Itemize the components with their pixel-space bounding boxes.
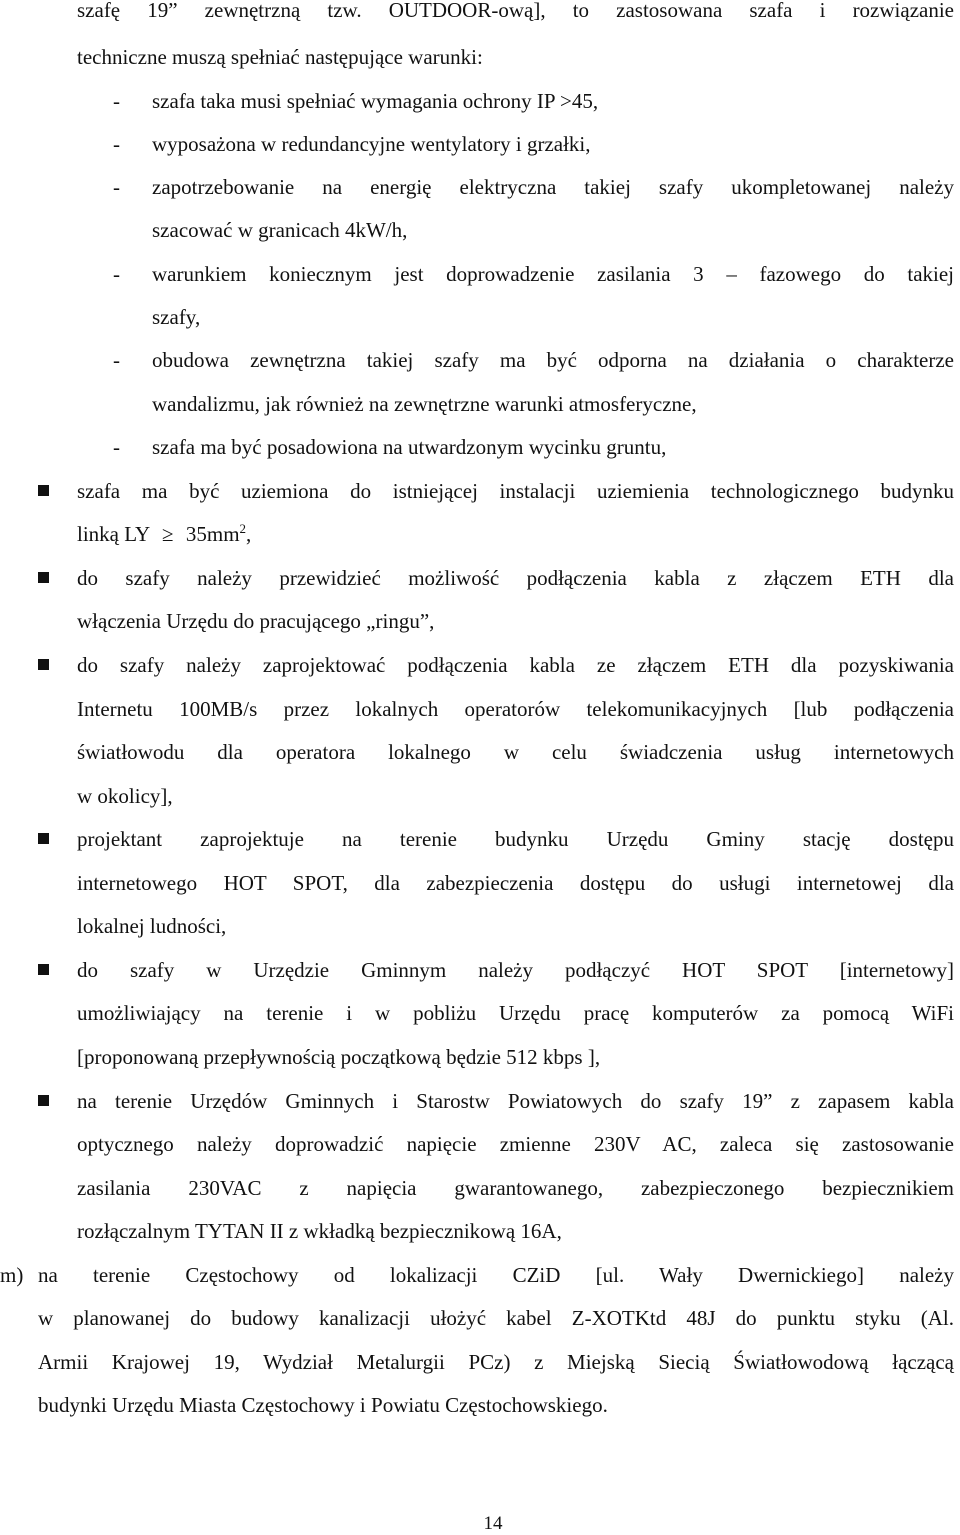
- dash-marker: -: [113, 175, 120, 199]
- item-m-text: w planowanej do budowy kanalizacji ułożyć kabel Z-XOTKtd 48J do punktu styku (Al.: [38, 1306, 954, 1330]
- cross-section-value: 35mm: [185, 522, 240, 546]
- bullet-item-text: zasilania 230VAC z napięcia gwarantowanego, zabezpieczonego bezpiecznikiem: [77, 1176, 954, 1200]
- bullet-item-text: rozłączalnym TYTAN II z wkładką bezpiecznikową 16A,: [77, 1219, 562, 1243]
- item-m-text: budynki Urzędu Miasta Częstochowy i Powiatu Częstochowskiego.: [38, 1393, 608, 1417]
- bullet-icon: [38, 964, 49, 975]
- bullet-item-text: [proponowaną przepływnością początkową będzie 512 kbps ],: [77, 1045, 601, 1069]
- dash-marker: -: [113, 435, 120, 459]
- bullet-item-text: lokalnej ludności,: [77, 914, 227, 938]
- dash-item-text: obudowa zewnętrzna takiej szafy ma być odporna na działania o charakterze: [152, 348, 954, 372]
- dash-marker: -: [113, 89, 120, 113]
- bullet-item-text: umożliwiający na terenie i w pobliżu Urzędu pracę komputerów za pomocą WiFi: [77, 1001, 954, 1025]
- dash-item-text: szacować w granicach 4kW/h,: [152, 218, 408, 242]
- bullet-item-text: optycznego należy doprowadzić napięcie zmienne 230V AC, zaleca się zastosowanie: [77, 1132, 954, 1156]
- bullet-item-text: w okolicy],: [77, 784, 173, 808]
- bullet-icon: [38, 485, 49, 496]
- item-m-text: na terenie Częstochowy od lokalizacji CZiD [ul. Wały Dwernickiego] należy: [38, 1263, 954, 1287]
- bullet-item-text: światłowodu dla operatora lokalnego w celu świadczenia usług internetowych: [77, 740, 954, 764]
- dash-item-text: warunkiem koniecznym jest doprowadzenie zasilania 3 – fazowego do takiej: [152, 262, 954, 286]
- trailing-comma: ,: [246, 522, 252, 546]
- bullet-item-text: do szafy w Urzędzie Gminnym należy podłączyć HOT SPOT [internetowy]: [77, 958, 954, 982]
- bullet-item-text: Internetu 100MB/s przez lokalnych operatorów telekomunikacyjnych [lub podłączenia: [77, 697, 954, 721]
- intro-line: techniczne muszą spełniać następujące warunki:: [77, 45, 483, 69]
- dash-item-text: zapotrzebowanie na energię elektryczna takiej szafy ukompletowanej należy: [152, 175, 954, 199]
- bullet-item-text: internetowego HOT SPOT, dla zabezpieczenia dostępu do usługi internetowej dla: [77, 871, 954, 895]
- bullet-icon: [38, 659, 49, 670]
- bullet-icon: [38, 572, 49, 583]
- bullet-item-text: projektant zaprojektuje na terenie budynku Urzędu Gminy stację dostępu: [77, 827, 954, 851]
- dash-marker: -: [113, 348, 120, 372]
- bullet-item-text: do szafy należy zaprojektować podłączenia kabla ze złączem ETH dla pozyskiwania: [77, 653, 954, 677]
- bullet-item-text: do szafy należy przewidzieć możliwość podłączenia kabla z złączem ETH dla: [77, 566, 954, 590]
- dash-item-text: szafa ma być posadowiona na utwardzonym wycinku gruntu,: [152, 435, 667, 459]
- bullet-item-text: włączenia Urzędu do pracującego „ringu”,: [77, 609, 435, 633]
- bullet-item-text: szafa ma być uziemiona do istniejącej instalacji uziemienia technologicznego budynku: [77, 479, 954, 503]
- dash-item-text: wandalizmu, jak również na zewnętrzne warunki atmosferyczne,: [152, 392, 697, 416]
- bullet-item-text: [77, 521, 252, 546]
- dash-item-text: szafa taka musi spełniać wymagania ochrony IP >45,: [152, 89, 599, 113]
- item-m-text: Armii Krajowej 19, Wydział Metalurgii PCz) z Miejską Siecią Światłowodową łączącą: [38, 1350, 954, 1374]
- bullet-icon: [38, 833, 49, 844]
- cable-name: linką LY: [77, 522, 150, 546]
- list-label-m: m): [0, 1263, 24, 1287]
- dash-marker: -: [113, 262, 120, 286]
- bullet-icon: [38, 1095, 49, 1106]
- dash-item-text: wyposażona w redundancyjne wentylatory i grzałki,: [152, 132, 591, 156]
- greater-equal-symbol: ≥: [161, 522, 174, 546]
- intro-line: szafę 19” zewnętrzną tzw. OUTDOOR-ową], to zastosowana szafa i rozwiązanie: [77, 0, 954, 22]
- superscript-2: 2: [239, 521, 247, 536]
- bullet-item-text: na terenie Urzędów Gminnych i Starostw Powiatowych do szafy 19” z zapasem kabla: [77, 1089, 954, 1113]
- page-number: 14: [483, 1513, 503, 1534]
- dash-item-text: szafy,: [152, 305, 201, 329]
- dash-marker: -: [113, 132, 120, 156]
